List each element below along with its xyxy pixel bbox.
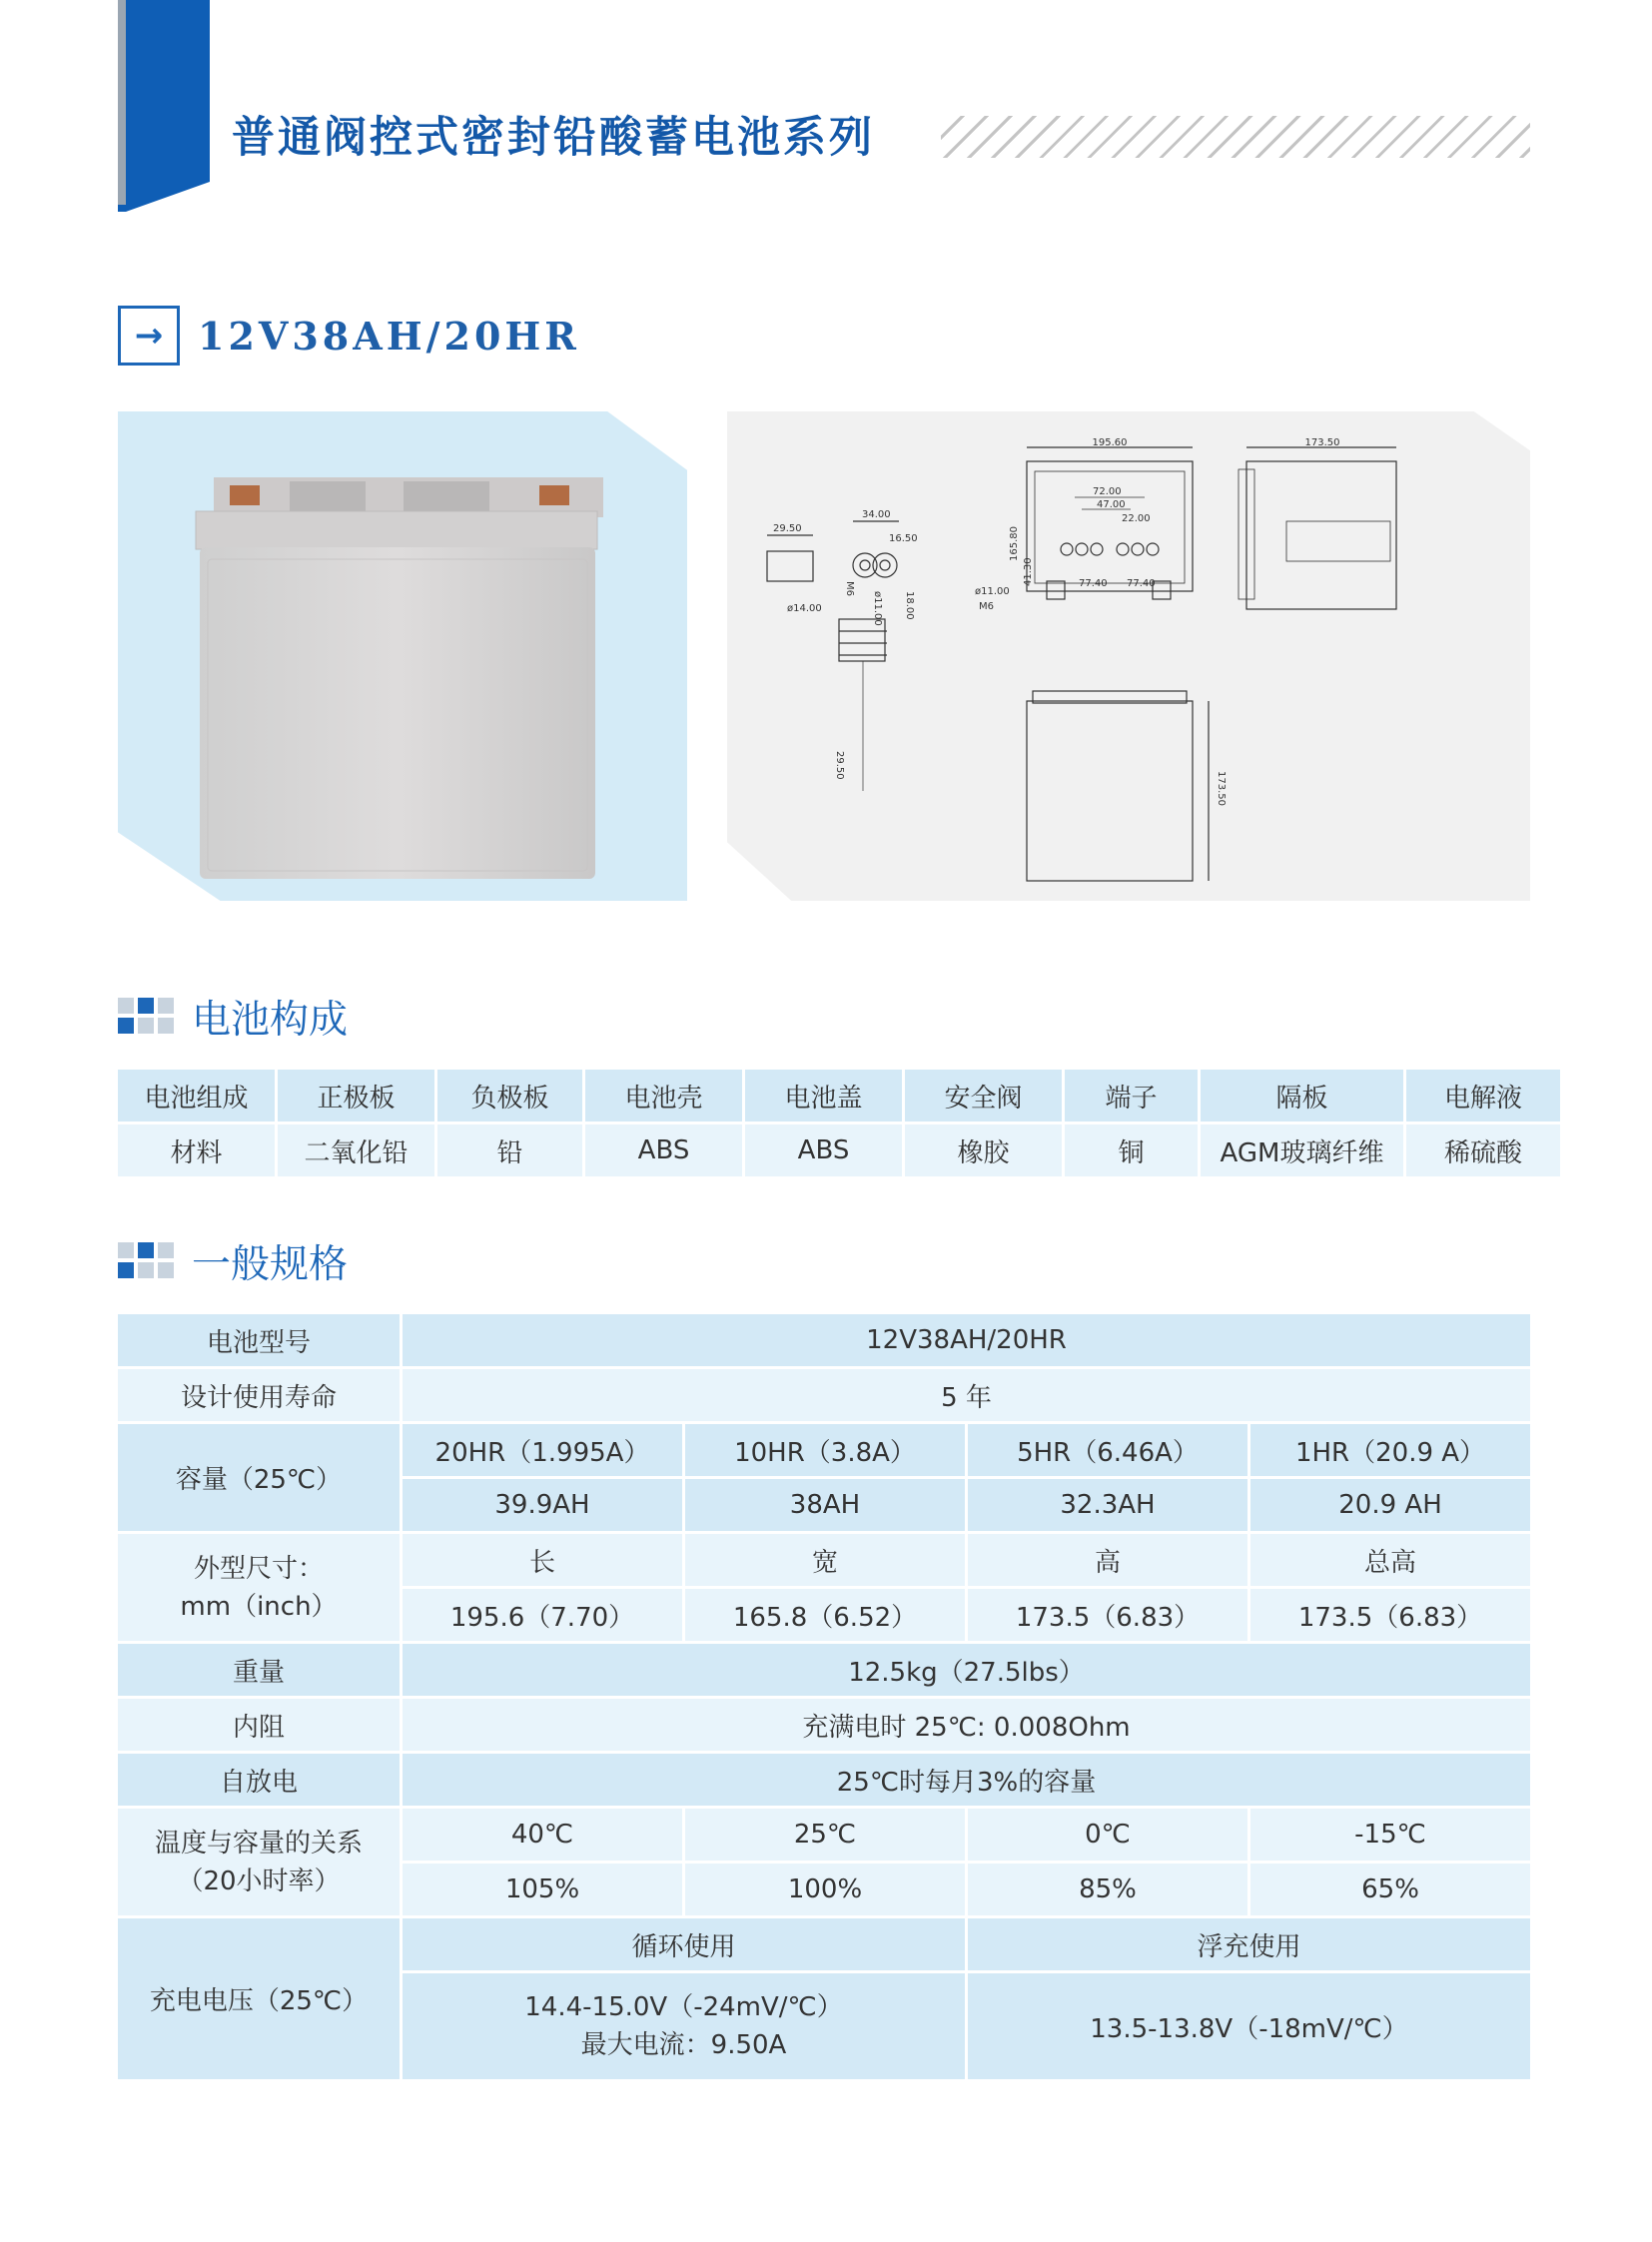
table-cell: ABS — [745, 1124, 902, 1176]
spec-value: 173.5（6.83） — [1250, 1589, 1530, 1641]
spec-value: 5 年 — [403, 1369, 1530, 1421]
table-cell: 电池盖 — [745, 1070, 902, 1121]
spec-value: 13.5-13.8V（-18mV/℃） — [968, 1973, 1530, 2079]
svg-text:195.60: 195.60 — [1092, 437, 1128, 448]
svg-text:ø11.00: ø11.00 — [975, 586, 1010, 597]
spec-label — [118, 1534, 400, 1641]
table-cell: 铅 — [437, 1124, 582, 1176]
spec-value: 173.5（6.83） — [968, 1589, 1247, 1641]
table-cell: AGM玻璃纤维 — [1201, 1124, 1403, 1176]
spec-row-weight — [118, 1644, 1530, 1696]
spec-value: 12.5kg（27.5lbs） — [403, 1644, 1530, 1696]
composition-table — [115, 1067, 1563, 1179]
spec-value-line: 最大电流：9.50A — [580, 2030, 787, 2060]
spec-value: 105% — [403, 1864, 682, 1915]
spec-value — [403, 1973, 965, 2079]
header-accent-bar — [118, 0, 210, 212]
spec-label-line: 温度与容量的关系 — [154, 1828, 363, 1859]
spec-value: 165.8（6.52） — [685, 1589, 965, 1641]
arrow-right-icon: → — [118, 306, 180, 366]
svg-text:173.50: 173.50 — [1304, 437, 1340, 448]
spec-label-line: mm（inch） — [180, 1591, 338, 1622]
spec-value: 20HR（1.995A） — [403, 1424, 682, 1476]
spec-label: 电池型号 — [118, 1314, 400, 1366]
spec-value: 高 — [968, 1534, 1247, 1586]
specs-table — [115, 1311, 1533, 2082]
spec-value: 39.9AH — [403, 1479, 682, 1531]
svg-text:16.50: 16.50 — [889, 533, 918, 544]
spec-label-line: （20小时率） — [177, 1866, 341, 1896]
spec-label: 充电电压（25℃） — [118, 1918, 400, 2079]
spec-value: 循环使用 — [403, 1918, 965, 1970]
spec-row-capacity-rates — [118, 1424, 1530, 1476]
dimension-drawing — [727, 411, 1530, 901]
svg-text:165.80: 165.80 — [1009, 526, 1020, 561]
spec-row-charge-heads — [118, 1918, 1530, 1970]
spec-value: 32.3AH — [968, 1479, 1247, 1531]
spec-value: -15℃ — [1250, 1809, 1530, 1861]
table-cell: 电池壳 — [585, 1070, 742, 1121]
table-cell: 稀硫酸 — [1406, 1124, 1560, 1176]
spec-value: 20.9 AH — [1250, 1479, 1530, 1531]
svg-text:41.30: 41.30 — [1023, 557, 1034, 586]
svg-text:22.00: 22.00 — [1122, 513, 1151, 524]
spec-label-line: 外型尺寸： — [193, 1553, 324, 1584]
svg-text:29.50: 29.50 — [834, 751, 845, 780]
spec-label: 容量（25℃） — [118, 1424, 400, 1531]
spec-value: 长 — [403, 1534, 682, 1586]
svg-text:72.00: 72.00 — [1093, 486, 1122, 497]
table-cell: 电池组成 — [118, 1070, 275, 1121]
spec-label: 重量 — [118, 1644, 400, 1696]
table-cell: ABS — [585, 1124, 742, 1176]
spec-row-temp-heads — [118, 1809, 1530, 1861]
section-title: 电池构成 — [192, 998, 349, 1043]
svg-text:47.00: 47.00 — [1097, 499, 1126, 510]
spec-row-life — [118, 1369, 1530, 1421]
svg-text:34.00: 34.00 — [862, 509, 891, 520]
svg-text:ø14.00: ø14.00 — [787, 603, 822, 614]
spec-label: 内阻 — [118, 1699, 400, 1751]
battery-photo — [118, 411, 687, 901]
spec-value: 浮充使用 — [968, 1918, 1530, 1970]
spec-label: 自放电 — [118, 1754, 400, 1806]
spec-value: 195.6（7.70） — [403, 1589, 682, 1641]
table-cell: 铜 — [1065, 1124, 1198, 1176]
spec-value-line: 14.4-15.0V（-24mV/℃） — [524, 1992, 843, 2022]
table-cell: 安全阀 — [905, 1070, 1062, 1121]
spec-value: 38AH — [685, 1479, 965, 1531]
squares-icon — [118, 998, 176, 1036]
spec-row-dim-heads — [118, 1534, 1530, 1586]
spec-value: 1HR（20.9 A） — [1250, 1424, 1530, 1476]
svg-text:173.50: 173.50 — [1216, 771, 1227, 806]
spec-value: 5HR（6.46A） — [968, 1424, 1247, 1476]
table-cell: 材料 — [118, 1124, 275, 1176]
spec-value: 12V38AH/20HR — [403, 1314, 1530, 1366]
spec-row-discharge — [118, 1754, 1530, 1806]
spec-value: 85% — [968, 1864, 1247, 1915]
page-title: 普通阀控式密封铅酸蓄电池系列 — [232, 113, 875, 163]
header-hatch-decoration — [941, 116, 1530, 158]
table-cell: 隔板 — [1201, 1070, 1403, 1121]
spec-label: 设计使用寿命 — [118, 1369, 400, 1421]
svg-text:M6: M6 — [844, 581, 855, 596]
spec-label — [118, 1809, 400, 1915]
spec-value: 25℃时每月3%的容量 — [403, 1754, 1530, 1806]
battery-illustration — [118, 411, 687, 901]
composition-header-row — [118, 1070, 1560, 1121]
svg-text:77.40: 77.40 — [1127, 578, 1156, 589]
spec-value: 65% — [1250, 1864, 1530, 1915]
section-heading-specs — [118, 1233, 348, 1289]
spec-value: 10HR（3.8A） — [685, 1424, 965, 1476]
model-heading: 12V38AH/20HR — [198, 314, 580, 359]
table-cell: 端子 — [1065, 1070, 1198, 1121]
svg-text:M6: M6 — [979, 601, 994, 612]
spec-value: 40℃ — [403, 1809, 682, 1861]
spec-value: 100% — [685, 1864, 965, 1915]
spec-value: 总高 — [1250, 1534, 1530, 1586]
section-heading-composition — [118, 989, 348, 1045]
composition-value-row — [118, 1124, 1560, 1176]
svg-text:29.50: 29.50 — [773, 523, 802, 534]
spec-row-resistance — [118, 1699, 1530, 1751]
svg-text:18.00: 18.00 — [904, 591, 915, 620]
svg-text:ø11.00: ø11.00 — [872, 591, 883, 626]
spec-value: 25℃ — [685, 1809, 965, 1861]
spec-value: 充满电时 25℃: 0.008Ohm — [403, 1699, 1530, 1751]
table-cell: 负极板 — [437, 1070, 582, 1121]
table-cell: 正极板 — [278, 1070, 434, 1121]
spec-row-model — [118, 1314, 1530, 1366]
squares-icon — [118, 1242, 176, 1280]
section-title: 一般规格 — [192, 1242, 349, 1287]
table-cell: 橡胶 — [905, 1124, 1062, 1176]
table-cell: 二氧化铅 — [278, 1124, 434, 1176]
table-cell: 电解液 — [1406, 1070, 1560, 1121]
spec-value: 0℃ — [968, 1809, 1247, 1861]
spec-value: 宽 — [685, 1534, 965, 1586]
svg-text:77.40: 77.40 — [1079, 578, 1108, 589]
